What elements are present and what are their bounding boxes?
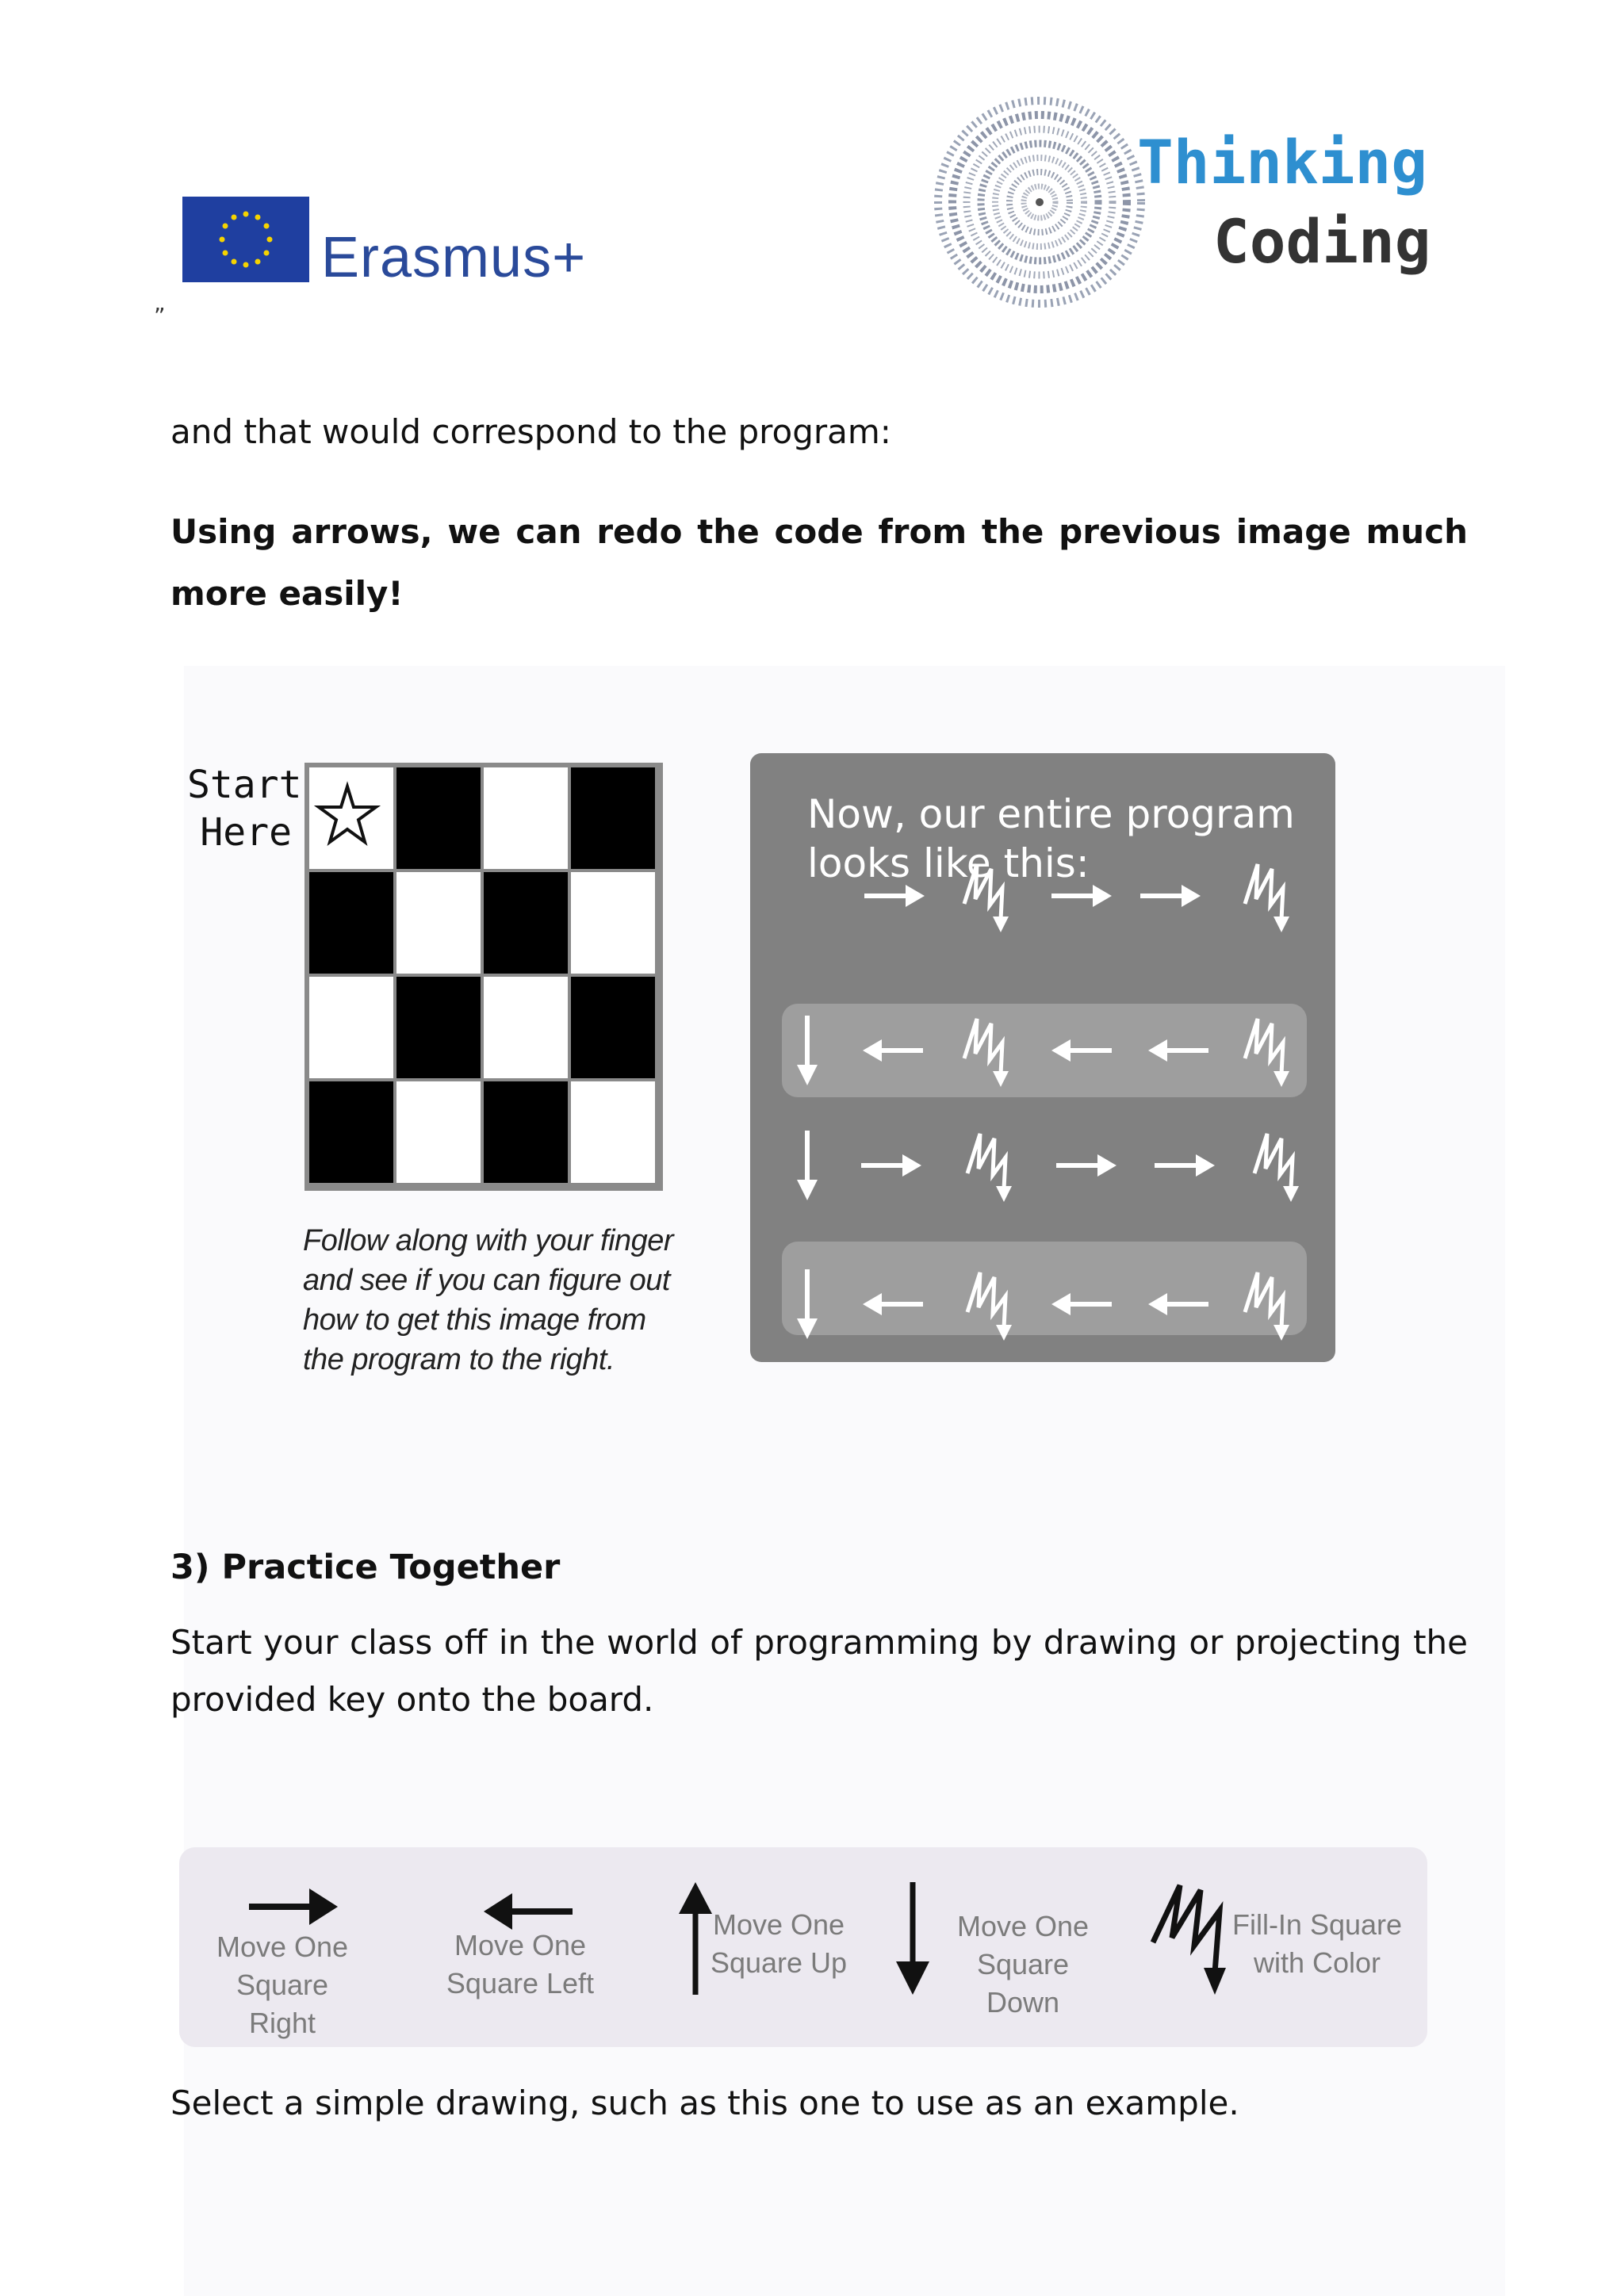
grid-cell-black	[309, 872, 393, 974]
grid-cell-white	[571, 1081, 655, 1183]
grid-cell-white	[571, 872, 655, 974]
grid-cell-black	[484, 1081, 568, 1183]
program-fill-icon	[964, 1019, 1009, 1087]
key-label-down: Move One Square Down	[956, 1910, 1090, 2019]
binary-disc-logo-icon	[934, 97, 1145, 308]
practice-paragraph: Start your class off in the world of programming by drawing or projecting the provided key onto the board.	[170, 1623, 1468, 1719]
arrow-right-icon	[246, 1879, 341, 1934]
program-left-icon	[863, 1039, 923, 1062]
program-fill-icon	[1254, 1134, 1299, 1202]
program-right-icon	[861, 1154, 921, 1177]
section-heading: 3) Practice Together	[170, 1548, 561, 1587]
program-fill-icon	[1245, 1019, 1289, 1087]
program-right-icon	[1155, 1154, 1215, 1177]
program-right-icon	[1140, 885, 1201, 907]
grid-cell-white	[396, 1081, 481, 1183]
grid-caption: Follow along with your finger and see if you can figure out how to get this image from the program to the right.	[303, 1224, 674, 1376]
grid-cell-white	[309, 977, 393, 1078]
program-fill-icon	[967, 1272, 1012, 1341]
intro-sentence: and that would correspond to the program:	[170, 412, 891, 451]
program-left-icon	[863, 1293, 923, 1315]
eu-flag-logo	[182, 197, 309, 282]
program-fill-icon	[967, 1134, 1012, 1202]
program-fill-icon	[1245, 1272, 1289, 1341]
key-label-up: Move One Square Up	[710, 1908, 848, 1979]
arrow-down-icon	[893, 1879, 933, 1998]
grid-cell-white	[484, 767, 568, 869]
start-here-label	[187, 761, 302, 856]
grid-cell-white	[484, 977, 568, 1078]
program-down-icon	[797, 1016, 818, 1085]
grid-cell-black	[484, 872, 568, 974]
program-left-icon	[1051, 1039, 1112, 1062]
program-left-icon	[1148, 1039, 1208, 1062]
program-left-icon	[1051, 1293, 1112, 1315]
key-label-fill: Fill-In Square with Color	[1231, 1908, 1403, 1979]
program-right-icon	[1051, 885, 1112, 907]
program-title: Now, our entire program looks like this:	[807, 791, 1295, 886]
grid-cell-black	[571, 767, 655, 869]
grid-cell-black	[571, 977, 655, 1078]
program-left-icon	[1148, 1293, 1208, 1315]
start-label-line2: Here	[200, 810, 292, 855]
program-right-icon	[864, 885, 925, 907]
program-down-icon	[797, 1269, 818, 1339]
grid-cell-black	[309, 1081, 393, 1183]
start-label-line1: Start	[187, 763, 302, 807]
program-fill-icon	[964, 864, 1009, 932]
program-right-icon	[1056, 1154, 1116, 1177]
stray-quote-mark: ”	[154, 303, 166, 329]
key-label-right: Move One Square Right	[216, 1931, 349, 2039]
grid-cell-start	[309, 767, 393, 869]
star-icon	[309, 767, 393, 869]
erasmus-logo-text: Erasmus+	[321, 226, 587, 289]
bold-statement: Using arrows, we can redo the code from the previous image much more easily!	[170, 512, 1468, 613]
checker-grid	[304, 763, 663, 1191]
arrow-key-legend	[179, 1847, 1427, 2047]
fill-squiggle-icon	[1148, 1879, 1235, 1998]
program-fill-icon	[1245, 864, 1289, 932]
program-arrow-rows	[750, 753, 1335, 1362]
grid-cell-white	[396, 872, 481, 974]
thinking-logo-text: Thinking	[1137, 127, 1428, 197]
coding-logo-text: Coding	[1213, 206, 1431, 277]
select-drawing-sentence: Select a simple drawing, such as this one to use as an example.	[170, 2084, 1239, 2122]
key-label-left: Move One Square Left	[446, 1929, 595, 1999]
grid-cell-black	[396, 767, 481, 869]
grid-cell-black	[396, 977, 481, 1078]
program-down-icon	[797, 1131, 818, 1200]
